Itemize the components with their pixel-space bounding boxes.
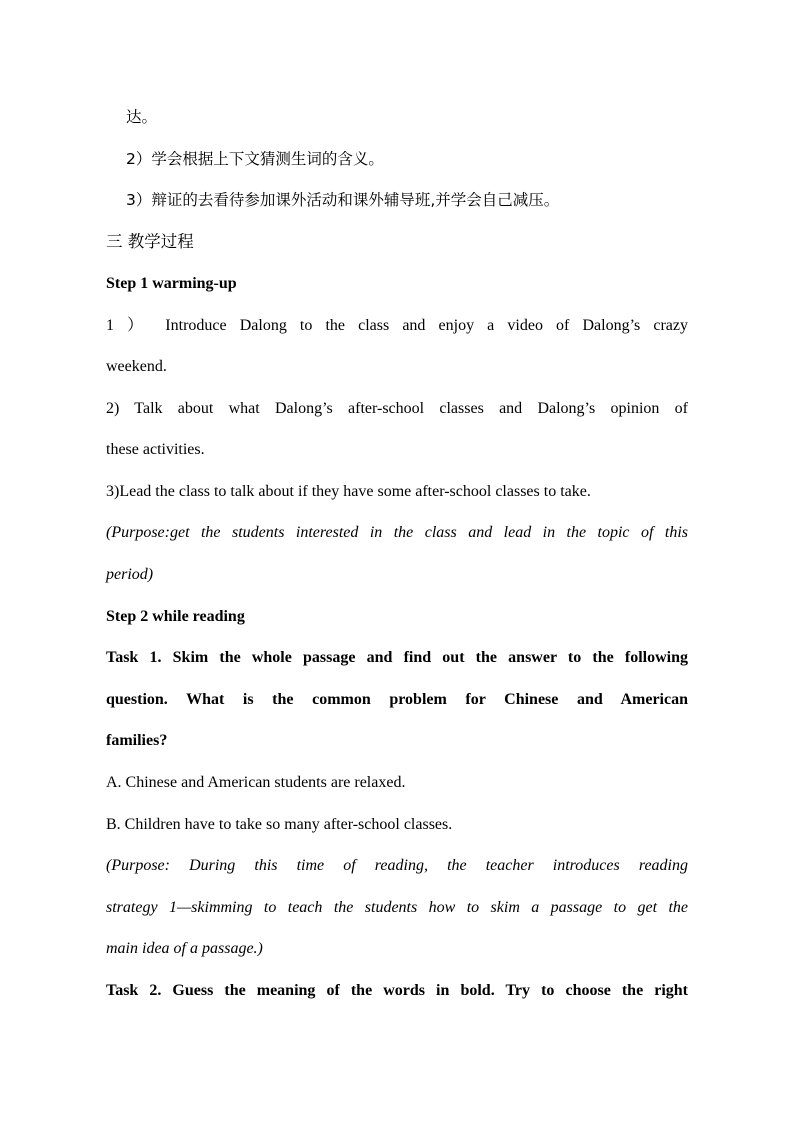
objective-item-2: 2）学会根据上下文猜测生词的含义。	[126, 150, 384, 168]
step1-item1-line1: 1 ） Introduce Dalong to the class and enjoy a video of Dalong’s crazy	[106, 317, 688, 334]
step2-purpose-line3: main idea of a passage.)	[106, 940, 263, 957]
objective-item-3: 3）辩证的去看待参加课外活动和课外辅导班,并学会自己减压。	[126, 191, 560, 209]
step2-heading: Step 2 while reading	[106, 608, 245, 625]
step1-purpose-line2: period)	[106, 566, 154, 583]
task1-line3: families?	[106, 732, 168, 749]
section-heading: 三 教学过程	[106, 232, 194, 251]
task2-line1: Task 2. Guess the meaning of the words in bold. Try to choose the right	[106, 982, 688, 999]
option-a: A. Chinese and American students are relaxed.	[106, 774, 406, 791]
option-b: B. Children have to take so many after-school classes.	[106, 816, 453, 833]
step1-item3: 3)Lead the class to talk about if they have some after-school classes to take.	[106, 483, 591, 500]
step2-purpose-line1: (Purpose: During this time of reading, the teacher introduces reading	[106, 857, 688, 874]
step1-item2-line1: 2) Talk about what Dalong’s after-school classes and Dalong’s opinion of	[106, 400, 688, 417]
task1-line2: question. What is the common problem for Chinese and American	[106, 691, 688, 708]
step1-heading: Step 1 warming-up	[106, 275, 237, 292]
step2-purpose-line2: strategy 1—skimming to teach the students how to skim a passage to get the	[106, 899, 688, 916]
objective-continuation: 达。	[126, 108, 158, 126]
task1-line1: Task 1. Skim the whole passage and find out the answer to the following	[106, 649, 688, 666]
step1-item1-line2: weekend.	[106, 358, 167, 375]
step1-purpose-line1: (Purpose:get the students interested in the class and lead in the topic of this	[106, 524, 688, 541]
step1-item2-line2: these activities.	[106, 441, 205, 458]
